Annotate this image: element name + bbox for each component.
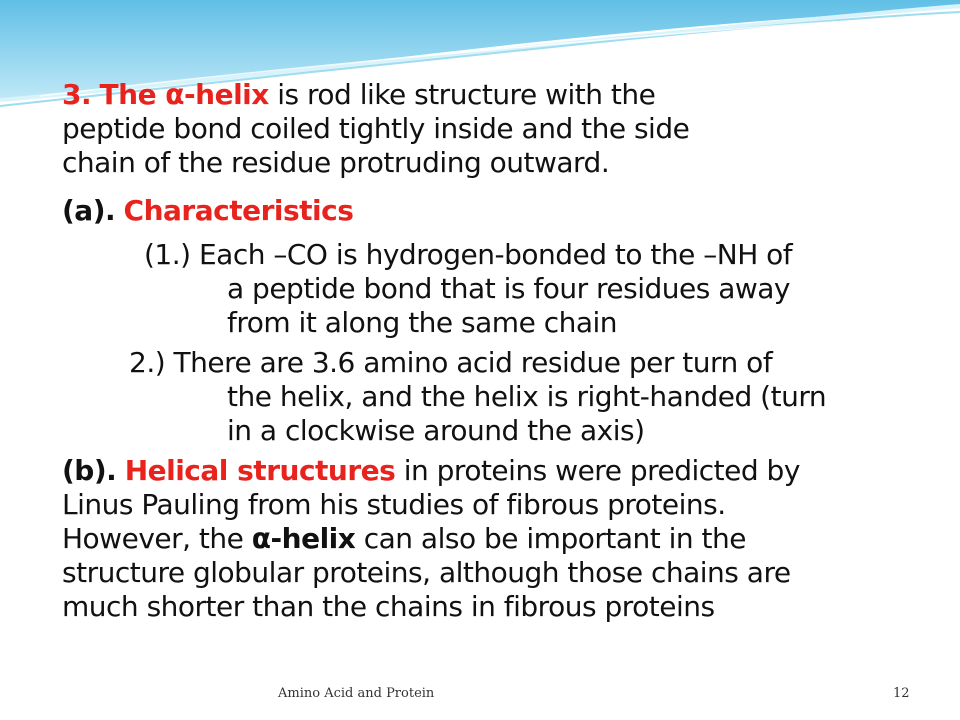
point-3-number: 3. (62, 78, 92, 111)
section-b-line-4: structure globular proteins, although those chains are (62, 556, 791, 589)
item-2-line-3: in a clockwise around the axis) (227, 414, 645, 447)
characteristics-heading: Characteristics (123, 194, 354, 227)
section-b-line-1 (62, 454, 800, 488)
slide-page-number: 12 (893, 686, 910, 701)
section-b-line-2: Linus Pauling from his studies of fibrous proteins. (62, 488, 726, 521)
section-a-heading (62, 194, 353, 228)
point-3-line-2: peptide bond coiled tightly inside and the side (62, 112, 690, 145)
helical-structures-term: Helical structures (124, 454, 396, 487)
item-1-line-3: from it along the same chain (227, 306, 618, 339)
item-1-line-2: a peptide bond that is four residues away (227, 272, 791, 305)
point-3-line-1 (62, 78, 655, 112)
alpha-helix-term: The α-helix (99, 78, 269, 111)
alpha-helix-bold-term: α-helix (251, 522, 356, 555)
item-1-line-1: (1.) Each –CO is hydrogen-bonded to the –NH of (144, 238, 793, 271)
section-b-line-5: much shorter than the chains in fibrous proteins (62, 590, 715, 623)
item-2-line-1: 2.) There are 3.6 amino acid residue per turn of (129, 346, 773, 379)
section-b-line-1-rest: in proteins were predicted by (395, 454, 800, 487)
point-3-line-3: chain of the residue protruding outward. (62, 146, 610, 179)
item-2-line-2: the helix, and the helix is right-handed (turn (227, 380, 827, 413)
section-b-line-3 (62, 522, 746, 556)
section-b-line-3-post: can also be important in the (355, 522, 746, 555)
footer-title: Amino Acid and Protein (278, 686, 435, 701)
section-a-label: (a). (62, 194, 116, 227)
section-b-line-3-pre: However, the (62, 522, 252, 555)
point-3-line-1-rest: is rod like structure with the (268, 78, 656, 111)
section-b-label: (b). (62, 454, 117, 487)
